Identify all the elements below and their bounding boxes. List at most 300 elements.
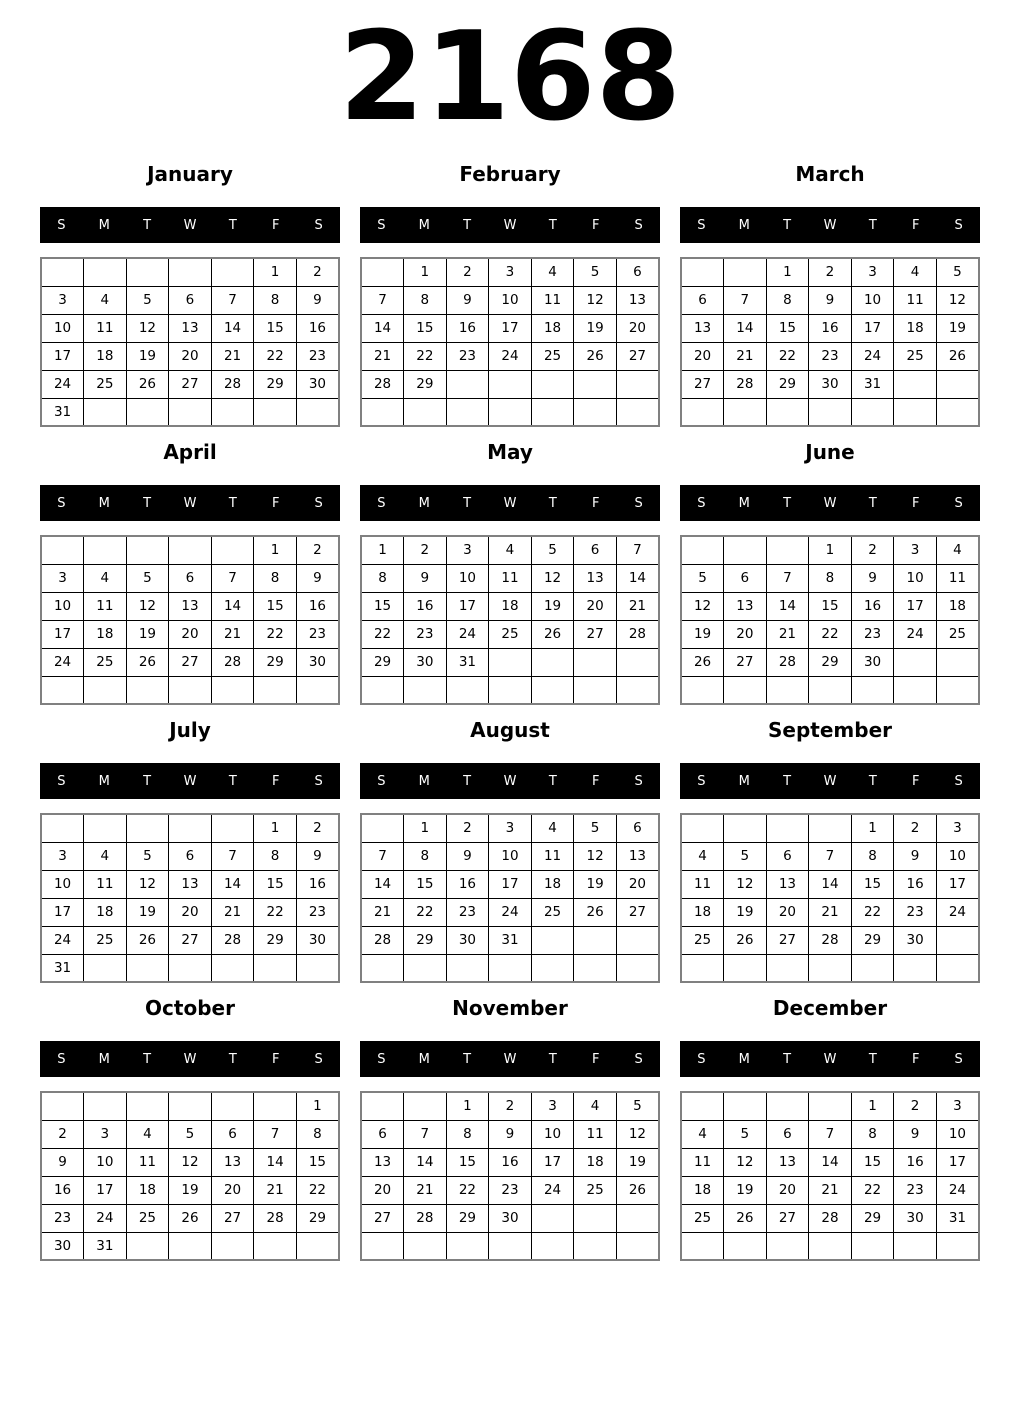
weekday-label: W	[503, 495, 517, 511]
week-row	[681, 370, 979, 398]
day-cell: 7	[211, 564, 254, 592]
week-row	[41, 898, 339, 926]
month-title: March	[795, 162, 865, 186]
week-row	[681, 648, 979, 676]
day-cell: 29	[404, 370, 447, 398]
day-cell: 12	[531, 564, 574, 592]
day-cell: 5	[616, 1092, 659, 1120]
week-row	[41, 398, 339, 426]
day-cell: 26	[126, 926, 169, 954]
day-cell: 15	[851, 870, 894, 898]
day-cell: 16	[296, 314, 339, 342]
empty-day-cell	[681, 814, 724, 842]
empty-day-cell	[211, 814, 254, 842]
weekday-label: M	[738, 1051, 750, 1067]
day-cell: 6	[169, 842, 212, 870]
day-cell: 21	[616, 592, 659, 620]
week-row	[361, 954, 659, 982]
empty-day-cell	[169, 1092, 212, 1120]
day-cell: 9	[296, 842, 339, 870]
day-cell: 24	[894, 620, 937, 648]
day-cell: 31	[41, 398, 84, 426]
day-cell: 9	[446, 286, 489, 314]
month-day-grid	[360, 1091, 660, 1261]
day-cell: 26	[169, 1204, 212, 1232]
week-row	[681, 286, 979, 314]
empty-day-cell	[724, 258, 767, 286]
weekday-label: T	[868, 773, 877, 789]
weekday-label: S	[954, 217, 963, 233]
weekday-header-row	[360, 1041, 660, 1077]
day-cell: 17	[446, 592, 489, 620]
weekday-label: S	[697, 217, 706, 233]
empty-day-cell	[574, 676, 617, 704]
day-cell: 17	[41, 898, 84, 926]
empty-day-cell	[616, 954, 659, 982]
day-cell: 20	[574, 592, 617, 620]
week-row	[41, 1176, 339, 1204]
day-cell: 10	[489, 286, 532, 314]
day-cell: 20	[766, 898, 809, 926]
empty-day-cell	[531, 1204, 574, 1232]
day-cell: 3	[489, 814, 532, 842]
weekday-label: W	[823, 773, 837, 789]
weekday-label: S	[954, 495, 963, 511]
day-cell: 14	[724, 314, 767, 342]
empty-day-cell	[404, 1092, 447, 1120]
day-cell: 30	[489, 1204, 532, 1232]
day-cell: 27	[616, 342, 659, 370]
day-cell: 6	[169, 286, 212, 314]
day-cell: 8	[851, 1120, 894, 1148]
weekday-label: S	[57, 217, 66, 233]
day-cell: 10	[41, 870, 84, 898]
day-cell: 8	[254, 286, 297, 314]
day-cell: 3	[489, 258, 532, 286]
week-row	[41, 842, 339, 870]
weekday-label: T	[228, 495, 237, 511]
empty-day-cell	[211, 1092, 254, 1120]
day-cell: 21	[809, 1176, 852, 1204]
day-cell: 7	[616, 536, 659, 564]
day-cell: 2	[809, 258, 852, 286]
day-cell: 27	[361, 1204, 404, 1232]
empty-day-cell	[894, 1232, 937, 1260]
day-cell: 26	[126, 370, 169, 398]
weekday-label: W	[823, 1051, 837, 1067]
day-cell: 27	[169, 370, 212, 398]
empty-day-cell	[211, 1232, 254, 1260]
month-day-grid	[680, 257, 980, 427]
day-cell: 15	[361, 592, 404, 620]
day-cell: 18	[489, 592, 532, 620]
week-row	[681, 676, 979, 704]
weekday-label: F	[591, 495, 600, 511]
week-row	[41, 536, 339, 564]
day-cell: 10	[84, 1148, 127, 1176]
empty-day-cell	[446, 370, 489, 398]
empty-day-cell	[531, 926, 574, 954]
month-june	[680, 428, 980, 706]
day-cell: 24	[41, 926, 84, 954]
day-cell: 19	[616, 1148, 659, 1176]
day-cell: 20	[681, 342, 724, 370]
weekday-label: T	[868, 217, 877, 233]
month-january	[40, 150, 340, 428]
month-day-grid	[40, 535, 340, 705]
day-cell: 13	[616, 842, 659, 870]
empty-day-cell	[766, 1092, 809, 1120]
empty-day-cell	[766, 1232, 809, 1260]
day-cell: 4	[84, 842, 127, 870]
week-row	[361, 536, 659, 564]
day-cell: 19	[126, 898, 169, 926]
weekday-label: T	[228, 217, 237, 233]
empty-day-cell	[211, 954, 254, 982]
month-day-grid	[40, 813, 340, 983]
empty-day-cell	[361, 954, 404, 982]
day-cell: 29	[851, 926, 894, 954]
weekday-label: S	[954, 773, 963, 789]
day-cell: 15	[254, 314, 297, 342]
day-cell: 1	[254, 258, 297, 286]
empty-day-cell	[894, 676, 937, 704]
day-cell: 16	[446, 314, 489, 342]
day-cell: 9	[894, 1120, 937, 1148]
empty-day-cell	[254, 1092, 297, 1120]
day-cell: 1	[404, 814, 447, 842]
weekday-label: S	[954, 1051, 963, 1067]
day-cell: 14	[809, 1148, 852, 1176]
day-cell: 19	[936, 314, 979, 342]
weekday-label: T	[143, 217, 152, 233]
day-cell: 10	[41, 314, 84, 342]
day-cell: 7	[254, 1120, 297, 1148]
day-cell: 4	[894, 258, 937, 286]
day-cell: 22	[254, 620, 297, 648]
week-row	[361, 370, 659, 398]
day-cell: 24	[41, 370, 84, 398]
day-cell: 29	[254, 648, 297, 676]
empty-day-cell	[169, 258, 212, 286]
day-cell: 12	[936, 286, 979, 314]
week-row	[681, 536, 979, 564]
weekday-label: S	[377, 1051, 386, 1067]
day-cell: 12	[126, 870, 169, 898]
week-row	[681, 1204, 979, 1232]
empty-day-cell	[936, 676, 979, 704]
month-day-grid	[40, 257, 340, 427]
weekday-label: W	[503, 217, 517, 233]
day-cell: 9	[809, 286, 852, 314]
weekday-label: T	[463, 773, 472, 789]
day-cell: 13	[766, 870, 809, 898]
day-cell: 12	[574, 286, 617, 314]
day-cell: 4	[489, 536, 532, 564]
empty-day-cell	[296, 398, 339, 426]
empty-day-cell	[616, 1232, 659, 1260]
weekday-label: S	[634, 495, 643, 511]
day-cell: 8	[254, 842, 297, 870]
day-cell: 5	[724, 842, 767, 870]
day-cell: 11	[894, 286, 937, 314]
month-march	[680, 150, 980, 428]
empty-day-cell	[211, 676, 254, 704]
day-cell: 19	[169, 1176, 212, 1204]
month-day-grid	[360, 257, 660, 427]
week-row	[681, 314, 979, 342]
day-cell: 16	[851, 592, 894, 620]
weekday-label: T	[548, 217, 557, 233]
day-cell: 5	[574, 258, 617, 286]
day-cell: 2	[41, 1120, 84, 1148]
day-cell: 5	[531, 536, 574, 564]
weekday-header-row	[680, 485, 980, 521]
day-cell: 17	[41, 342, 84, 370]
day-cell: 18	[126, 1176, 169, 1204]
day-cell: 29	[766, 370, 809, 398]
day-cell: 23	[296, 620, 339, 648]
day-cell: 16	[894, 870, 937, 898]
day-cell: 23	[446, 898, 489, 926]
empty-day-cell	[126, 954, 169, 982]
empty-day-cell	[531, 954, 574, 982]
empty-day-cell	[616, 1204, 659, 1232]
day-cell: 29	[851, 1204, 894, 1232]
day-cell: 21	[361, 898, 404, 926]
day-cell: 27	[766, 926, 809, 954]
day-cell: 25	[531, 898, 574, 926]
weekday-label: M	[418, 1051, 430, 1067]
month-day-grid	[360, 535, 660, 705]
month-april	[40, 428, 340, 706]
day-cell: 8	[404, 286, 447, 314]
day-cell: 10	[41, 592, 84, 620]
day-cell: 25	[574, 1176, 617, 1204]
weekday-label: M	[418, 217, 430, 233]
day-cell: 1	[446, 1092, 489, 1120]
day-cell: 13	[724, 592, 767, 620]
empty-day-cell	[84, 536, 127, 564]
weekday-label: T	[868, 495, 877, 511]
weekday-label: S	[377, 495, 386, 511]
month-title: February	[459, 162, 561, 186]
day-cell: 12	[681, 592, 724, 620]
day-cell: 2	[296, 258, 339, 286]
empty-day-cell	[41, 814, 84, 842]
week-row	[681, 1176, 979, 1204]
day-cell: 16	[296, 870, 339, 898]
day-cell: 31	[84, 1232, 127, 1260]
weekday-header-row	[40, 485, 340, 521]
day-cell: 18	[936, 592, 979, 620]
empty-day-cell	[489, 398, 532, 426]
week-row	[41, 676, 339, 704]
empty-day-cell	[936, 398, 979, 426]
day-cell: 3	[936, 814, 979, 842]
day-cell: 29	[254, 370, 297, 398]
day-cell: 17	[531, 1148, 574, 1176]
empty-day-cell	[894, 648, 937, 676]
day-cell: 12	[126, 592, 169, 620]
weekday-label: F	[271, 217, 280, 233]
day-cell: 21	[361, 342, 404, 370]
day-cell: 13	[766, 1148, 809, 1176]
empty-day-cell	[404, 1232, 447, 1260]
day-cell: 6	[616, 814, 659, 842]
day-cell: 30	[446, 926, 489, 954]
day-cell: 29	[809, 648, 852, 676]
day-cell: 13	[211, 1148, 254, 1176]
day-cell: 7	[809, 842, 852, 870]
day-cell: 30	[296, 648, 339, 676]
weekday-label: F	[911, 495, 920, 511]
day-cell: 3	[446, 536, 489, 564]
day-cell: 2	[894, 814, 937, 842]
day-cell: 5	[936, 258, 979, 286]
day-cell: 7	[809, 1120, 852, 1148]
day-cell: 11	[84, 870, 127, 898]
empty-day-cell	[446, 398, 489, 426]
empty-day-cell	[211, 258, 254, 286]
day-cell: 30	[894, 1204, 937, 1232]
week-row	[361, 898, 659, 926]
day-cell: 14	[766, 592, 809, 620]
day-cell: 4	[84, 286, 127, 314]
day-cell: 3	[531, 1092, 574, 1120]
day-cell: 2	[489, 1092, 532, 1120]
empty-day-cell	[296, 954, 339, 982]
day-cell: 15	[766, 314, 809, 342]
day-cell: 13	[681, 314, 724, 342]
empty-day-cell	[851, 676, 894, 704]
month-day-grid	[360, 813, 660, 983]
empty-day-cell	[894, 370, 937, 398]
empty-day-cell	[616, 398, 659, 426]
day-cell: 17	[489, 314, 532, 342]
empty-day-cell	[724, 1232, 767, 1260]
empty-day-cell	[361, 258, 404, 286]
empty-day-cell	[41, 536, 84, 564]
month-august	[360, 706, 660, 984]
empty-day-cell	[446, 676, 489, 704]
month-december	[680, 984, 980, 1262]
empty-day-cell	[126, 398, 169, 426]
day-cell: 22	[404, 342, 447, 370]
day-cell: 10	[446, 564, 489, 592]
day-cell: 27	[616, 898, 659, 926]
day-cell: 11	[489, 564, 532, 592]
month-november	[360, 984, 660, 1262]
day-cell: 5	[126, 286, 169, 314]
day-cell: 25	[531, 342, 574, 370]
weekday-label: S	[377, 217, 386, 233]
weekday-label: F	[911, 1051, 920, 1067]
day-cell: 28	[809, 926, 852, 954]
day-cell: 13	[361, 1148, 404, 1176]
weekday-label: M	[738, 217, 750, 233]
week-row	[361, 1176, 659, 1204]
weekday-label: S	[314, 495, 323, 511]
day-cell: 29	[296, 1204, 339, 1232]
day-cell: 14	[361, 870, 404, 898]
weekday-label: T	[783, 495, 792, 511]
empty-day-cell	[211, 536, 254, 564]
day-cell: 5	[724, 1120, 767, 1148]
day-cell: 25	[681, 926, 724, 954]
day-cell: 6	[724, 564, 767, 592]
week-row	[41, 870, 339, 898]
day-cell: 20	[616, 870, 659, 898]
day-cell: 14	[211, 870, 254, 898]
week-row	[681, 258, 979, 286]
day-cell: 30	[296, 926, 339, 954]
day-cell: 10	[489, 842, 532, 870]
day-cell: 4	[574, 1092, 617, 1120]
empty-day-cell	[766, 536, 809, 564]
month-title: September	[768, 718, 892, 742]
day-cell: 30	[404, 648, 447, 676]
day-cell: 14	[254, 1148, 297, 1176]
day-cell: 8	[809, 564, 852, 592]
weekday-label: W	[503, 1051, 517, 1067]
week-row	[41, 620, 339, 648]
weekday-label: M	[738, 773, 750, 789]
month-day-grid	[680, 1091, 980, 1261]
day-cell: 13	[616, 286, 659, 314]
day-cell: 11	[681, 1148, 724, 1176]
empty-day-cell	[531, 398, 574, 426]
day-cell: 15	[404, 870, 447, 898]
week-row	[681, 620, 979, 648]
weekday-label: M	[98, 217, 110, 233]
day-cell: 19	[724, 1176, 767, 1204]
empty-day-cell	[254, 676, 297, 704]
day-cell: 18	[84, 898, 127, 926]
week-row	[361, 648, 659, 676]
day-cell: 6	[616, 258, 659, 286]
empty-day-cell	[616, 370, 659, 398]
day-cell: 2	[404, 536, 447, 564]
weekday-label: F	[591, 1051, 600, 1067]
empty-day-cell	[936, 926, 979, 954]
day-cell: 31	[936, 1204, 979, 1232]
weekday-label: S	[634, 773, 643, 789]
weekday-label: S	[57, 495, 66, 511]
day-cell: 16	[41, 1176, 84, 1204]
day-cell: 18	[894, 314, 937, 342]
empty-day-cell	[894, 954, 937, 982]
weekday-label: M	[98, 1051, 110, 1067]
empty-day-cell	[41, 1092, 84, 1120]
week-row	[361, 926, 659, 954]
empty-day-cell	[681, 536, 724, 564]
day-cell: 23	[894, 898, 937, 926]
empty-day-cell	[296, 1232, 339, 1260]
month-july	[40, 706, 340, 984]
day-cell: 9	[489, 1120, 532, 1148]
day-cell: 12	[574, 842, 617, 870]
day-cell: 11	[574, 1120, 617, 1148]
weekday-label: F	[591, 217, 600, 233]
month-october	[40, 984, 340, 1262]
weekday-label: M	[98, 773, 110, 789]
day-cell: 11	[84, 314, 127, 342]
day-cell: 25	[84, 370, 127, 398]
day-cell: 2	[296, 536, 339, 564]
week-row	[361, 842, 659, 870]
day-cell: 14	[809, 870, 852, 898]
